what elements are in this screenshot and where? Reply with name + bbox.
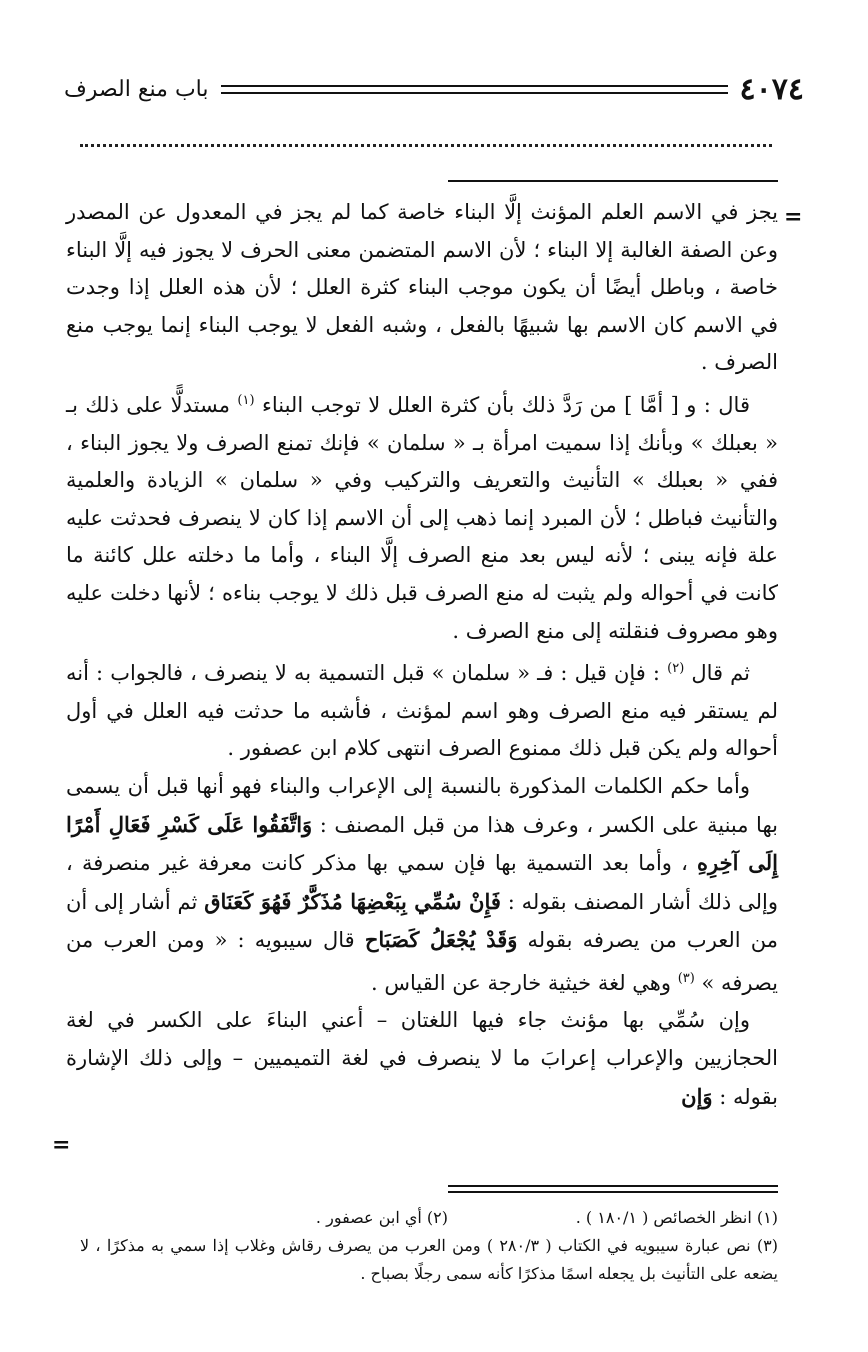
header-double-rule [221, 85, 728, 94]
paragraph-5-part-a: وإن سُمِّي بها مؤنث جاء فيها اللغتان – أعني البناءَ على الكسر في لغة الحجازيين والإعراب إعرابَ ما لا ينصرف في لغة التميميين – وإلى ذلك الإشارة بقوله : [66, 1008, 778, 1109]
paragraph-4-part-b: ، وأما بعد التسمية بها فإن سمي بها مذكر كانت معرفة غير منصرفة ، وإلى ذلك أشار المصنف بقوله : [66, 851, 778, 914]
paragraph-4 [66, 768, 778, 1003]
paragraph-2-part-b: مستدلًّا على ذلك بـ « بعبلك » وبأنك إذا سميت امرأة بـ « سلمان » فإنك تمنع الصرف ولا يجوز البناء ، ففي « بعبلك » التأنيث والتعريف والتركيب وفي « سلمان » الزيادة والعلمية والتأنيث فباطل ؛ لأن المبرد إنما ذهب إلى أن الاسم إذا كان لا ينصرف فحدثت عليه علة فإنه يبنى ؛ لأنه ليس بعد منع الصرف إلَّا البناء ، وأما ما دخلته علل كائنة ما كانت في أحواله ولم يثبت له منع الصرف قبل ذلك لا يوجب بناءه ؛ لأنها دخلت عليه وهو مصروف فنقلته إلى منع الصرف . [66, 392, 778, 643]
footnote-3: (٣) نص عبارة سيبويه في الكتاب ( ٢٨٠/٣ ) ومن العرب من يصرف رقاش وغلاب إذا سمي به مذكرًا ، لا يضعه على التأنيث بل يجعله اسمًا مذكرًا كأنه سمى رجلًا بصباح . [80, 1236, 778, 1283]
continuation-rule [448, 180, 778, 182]
paragraph-3 [66, 650, 778, 768]
paragraph-4-part-e: وهي لغة خيثية خارجة عن القياس . [371, 970, 672, 995]
footnote-2: (٢) أي ابن عصفور . [315, 1208, 448, 1227]
footnote-ref-2: (٢) [667, 661, 685, 677]
dotted-separator [80, 144, 772, 147]
chapter-title: باب منع الصرف [64, 76, 209, 102]
main-text [66, 194, 778, 1116]
paragraph-1: يجز في الاسم العلم المؤنث إلَّا البناء خاصة كما لم يجز في المعدول عن المصدر وعن الصفة الغالبة إلا البناء ؛ لأن الاسم المتضمن معنى الحرف لا يجوز فيه إلَّا البناء خاصة ، وباطل أيضًا أن يكون موجب البناء كثرة العلل ؛ لأن هذه العلل إذا وجدت في الاسم كان الاسم بها شبيهًا بالفعل ، وشبه الفعل لا يوجب البناء إنما يوجب منع الصرف . [66, 200, 778, 375]
quote-3: وَقَدْ يُجْعَلُ كَصَبَاح [364, 927, 518, 953]
paragraph-3-part-b: : فإن قيل : فـ « سلمان » قبل التسمية به لا ينصرف ، فالجواب : أنه لم يستقر فيه منع الصرف وهو اسم لمؤنث ، فأشبه ما حدثت فيه العلل في أول أحواله ولم يكن قبل ذلك ممنوع الصرف انتهى كلام ابن عصفور . [66, 661, 778, 761]
paragraph-3-part-a: ثم قال [691, 661, 750, 686]
paragraph-5 [66, 1002, 778, 1116]
footnote-ref-3: (٣) [677, 970, 695, 986]
footnote-ref-1: (١) [237, 392, 255, 408]
quote-4: وَإن [681, 1083, 713, 1109]
footnote-rule [448, 1185, 778, 1193]
paragraph-2-part-a: قال : و [ أمَّا ] من رَدَّ ذلك بأن كثرة العلل لا توجب البناء [261, 392, 750, 417]
paragraph-4-part-d: قال سيبويه : « ومن العرب من يصرفه » [66, 928, 778, 995]
continuation-mark: = [784, 204, 803, 230]
end-continuation-mark: = [52, 1132, 71, 1158]
paragraph-4-part-a: وأما حكم الكلمات المذكورة بالنسبة إلى الإعراب والبناء فهو أنها قبل أن يسمى بها مبنية على الكسر ، وعرف هذا من قبل المصنف : [66, 773, 778, 837]
page-number: ٤٠٧٤ [739, 71, 804, 107]
footnotes [80, 1204, 778, 1288]
quote-2: فَإِنْ سُمِّي بِبَعْضِهَا مُذَكَّرٌ فَهُوَ كَعَنَاق [204, 888, 501, 914]
quote-1: وَاتَّفَقُوا عَلَى كَسْرِ فَعَالِ أَمْرًا إِلَى آخِرِهِ [66, 811, 778, 876]
footnote-1: (١) انظر الخصائص ( ١٨٠/١ ) . [575, 1208, 778, 1227]
paragraph-4-part-c: ثم أشار إلى أن من العرب من يصرفه بقوله [66, 889, 778, 953]
footnote-row-1 [80, 1204, 778, 1232]
paragraph-2 [66, 382, 778, 650]
running-header [64, 72, 804, 106]
